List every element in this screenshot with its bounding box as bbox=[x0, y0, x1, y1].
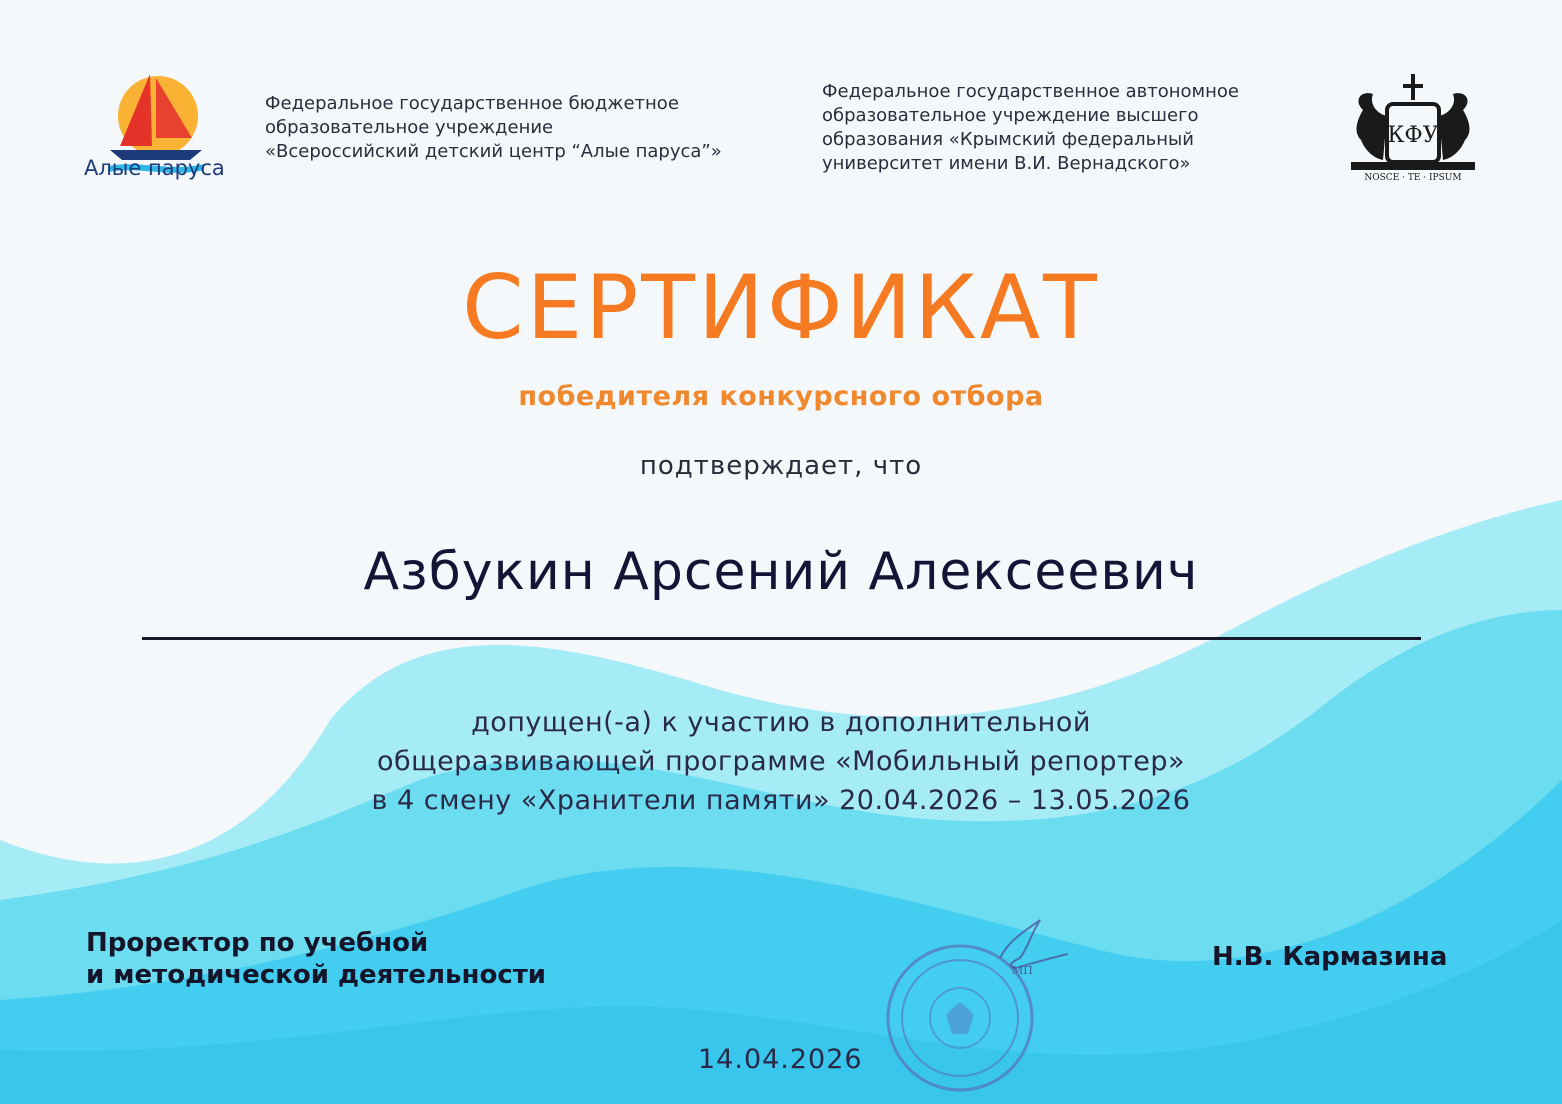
round-seal-stamp-icon bbox=[880, 918, 1070, 1098]
right-org-line: университет имени В.И. Вернадского» bbox=[822, 153, 1191, 174]
svg-text:КФУ: КФУ bbox=[1387, 123, 1439, 148]
left-organization bbox=[265, 92, 722, 164]
right-org-line: Федеральное государственное автономное bbox=[822, 81, 1239, 102]
recipient-name: Азбукин Арсений Алексеевич bbox=[363, 542, 1199, 602]
left-org-line: образовательное учреждение bbox=[265, 117, 554, 138]
confirms-text: подтверждает, что bbox=[639, 451, 923, 481]
svg-text:NOSCE · TE · IPSUM: NOSCE · TE · IPSUM bbox=[1364, 173, 1462, 183]
certificate-subtitle: победителя конкурсного отбора bbox=[518, 381, 1044, 412]
issue-date: 14.04.2026 bbox=[698, 1044, 863, 1075]
kfu-emblem-icon bbox=[1343, 70, 1483, 185]
stamp-mp-label: МП bbox=[1012, 964, 1033, 977]
right-org-line: образовательное учреждение высшего bbox=[822, 105, 1199, 126]
certificate-title: СЕРТИФИКАТ bbox=[462, 256, 1100, 359]
position-line: и методической деятельности bbox=[86, 960, 547, 990]
left-org-line: Федеральное государственное бюджетное bbox=[265, 93, 679, 114]
program-line: в 4 смену «Хранители памяти» 20.04.2026 – 13.05.2026 bbox=[371, 785, 1191, 816]
right-org-line: образования «Крымский федеральный bbox=[822, 129, 1194, 150]
program-line: допущен(-а) к участию в дополнительной bbox=[471, 707, 1091, 738]
right-organization bbox=[822, 80, 1239, 176]
position-line: Проректор по учебной bbox=[86, 928, 429, 958]
signer-name: Н.В. Кармазина bbox=[1212, 942, 1448, 972]
left-logo-caption: Алые паруса bbox=[84, 156, 225, 180]
program-line: общеразвивающей программе «Мобильный репортер» bbox=[376, 746, 1186, 777]
signer-position bbox=[86, 927, 546, 991]
left-org-line: «Всероссийский детский центр “Алые паруса”» bbox=[265, 141, 722, 162]
name-underline bbox=[142, 637, 1421, 640]
program-description bbox=[0, 703, 1562, 820]
